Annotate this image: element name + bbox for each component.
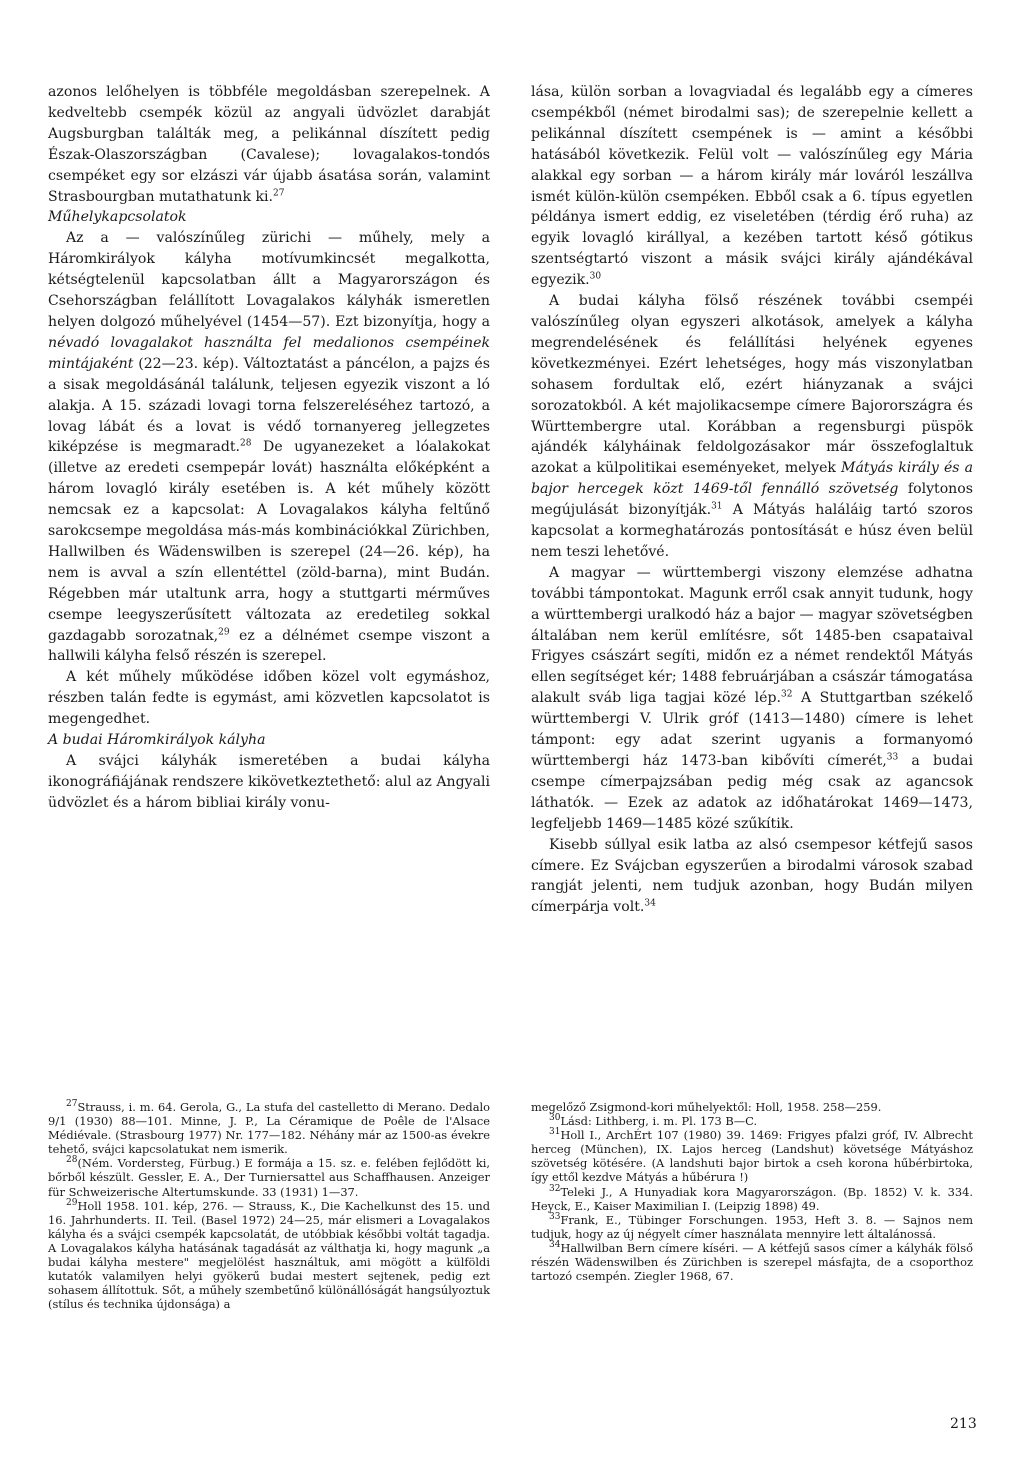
- footnote-number: 27: [66, 1099, 78, 1110]
- footnote-number: 29: [66, 1197, 78, 1208]
- left-column: [48, 82, 490, 814]
- footnote-number: 32: [549, 1183, 561, 1194]
- footnote: $^{32}$Teleki J., A Hunyadiak kora Magyarországon. (Bp. 1852) V. k. 334. Heyck, E., Kaiser Maximilian I. (Leipzig 1898) 49.: [531, 1183, 973, 1213]
- footnote-ref[interactable]: 27: [273, 187, 285, 198]
- footnote-number: 31: [549, 1127, 561, 1138]
- footnote-ref[interactable]: 28: [240, 438, 252, 449]
- section-heading: A budai Háromkirályok kályha: [48, 732, 266, 749]
- paragraph: Az a — valószínűleg zürichi — műhely, mely a Háromkirályok kályha motívumkincsét megalkotta, kétségtelenül kapcsolatban állt a Magyarországon és Csehországban felállított Lovagalakos kályhák ismeretlen helyen dolgozó műhelyével (1454—57). Ezt bizonyítja, hogy a névadó lovagalakot használta fel medalionos csempéinek mintájaként (22—23. kép). Változtatást a páncélon, a pajzs és a sisak megoldásánál találunk, teljesen egyezik viszont a ló alakja. A 15. századi lovagi torna felszereléséhez tartozó, a lovag lábát és a lovat is védő tornanyereg jellegzetes kiképzése is megmaradt.$^{28}$ De ugyanezeket a lóalakokat (illetve az eredeti csempepár lovát) használta előképként a három lovagló király esetében is. A két műhely között nemcsak ez a kapcsolat: A Lovagalakos kályha feltűnő sarokcsempe megoldása más-más kombinációkkal Zürichben, Hallwilben és Wädenswilben is szerepel (24—26. kép), ha nem is avval a szín ellentéttel (zöld-barna), mint Budán. Régebben már utaltunk arra, hogy a stuttgarti mérműves csempe leegyszerűsített változata az eredetileg sokkal gazdagabb sorozatnak,$^{29}$ ez a délnémet csempe viszont a hallwili kályha felső részén is szerepel.: [48, 230, 491, 665]
- page-number: 213: [950, 1416, 977, 1432]
- footnote: $^{29}$Holl 1958. 101. kép, 276. — Strauss, K., Die Kachelkunst des 15. und 16. Jahrhunderts. II. Teil. (Basel 1972) 24—25, már elismeri a Lovagalakos kályha és a svájci csempék kapcsolatát, de utóbbiak későbbi voltát tagadja. A Lovagalakos kályha hatásának tagadását az válthatja ki, hogy magunk „a budai kályha mestere" megjelölést használtuk, ami mögött a külföldi kutatók valamilyen helyi gyökerű budai mestert sejtenek, pedig ezt sohasem állítottuk. Sőt, a műhely szembetűnő különállóságát hangsúlyoztuk (stílus és technika újdonsága) a: [48, 1197, 490, 1312]
- footnote: $^{27}$Strauss, i. m. 64. Gerola, G., La stufa del castelletto di Merano. Dedalo 9/1 (1930) 88—101. Minne, J. P., La Céramique de Poêle de l'Alsace Médiévale. (Strasbourg 1977) Nr. 177—182. Néhány már az 1500-as évekre tehető, svájci kapcsolatukat nem ismerik.: [48, 1099, 490, 1157]
- paragraph: Kisebb súllyal esik latba az alsó csempesor kétfejű sasos címere. Ez Svájcban egyszerűen a birodalmi városok szabad rangját jelenti, nem tudjuk azonban, hogy Budán milyen címerpárja volt.$^{34}$: [531, 836, 973, 916]
- footnotes-left: [48, 1100, 490, 1311]
- footnote-ref[interactable]: 30: [589, 271, 602, 282]
- footnote-number: 33: [549, 1211, 561, 1222]
- footnote: $^{31}$Holl I., ArchÉrt 107 (1980) 39. 1469: Frigyes pfalzi gróf, IV. Albrecht herceg (München), IX. Lajos herceg (Landshut) követsége Mátyáshoz szövetség kötésére. (A landshuti bajor birtok a cseh korona hűbérbirtoka, így ettől kezdve Mátyás a hűbérura !): [531, 1127, 973, 1185]
- footnote-number: 28: [66, 1155, 78, 1166]
- right-column: [531, 82, 973, 918]
- footnote-ref[interactable]: 34: [644, 898, 656, 909]
- footnote: $^{30}$Lásd: Lithberg, i. m. Pl. 173 B—C.: [549, 1113, 758, 1129]
- footnote-ref[interactable]: 32: [781, 689, 793, 700]
- paragraph: A magyar — württembergi viszony elemzése adhatna további támpontokat. Magunk erről csak annyit tudunk, hogy a württembergi uralkodó ház a bajor — magyar szövetségben általában nem kerül említésre, sőt 1485-ben csapataival Frigyes császárt segíti, midőn ez a német rendektől Mátyás ellen segítséget kér; 1488 februárjában a császár támogatása alakult sváb liga tagjai közé lép.$^{32}$ A Stuttgartban székelő württembergi V. Ulrik gróf (1413—1480) címere is lehet támpont: egy adat szerint ugyanis a formanyomó württembergi ház 1473-ban kibővíti címerét,$^{33}$ a budai csempe címerpajzsában pedig még csak az agancsok láthatók. — Ezek az adatok az időhatárokat 1469—1473, legfeljebb 1469—1485 közé szűkítik.: [531, 564, 973, 832]
- footnote-ref[interactable]: 31: [711, 501, 723, 512]
- footnote-continuation: megelőző Zsigmond-kori műhelyektől: Holl, 1958. 258—259.: [531, 1100, 882, 1114]
- footnote: $^{34}$Hallwilban Bern címere kíséri. — A kétfejű sasos címer a kályhák fölső részén Wädenswilben és Zürichben is szerepel másfajta, de a csoporthoz tartozó csempén. Ziegler 1968, 67.: [531, 1240, 973, 1284]
- paragraph: lása, külön sorban a lovagviadal és legalább egy a címeres csempékből (német birodalmi sas); de szerepelnie kellett a pelikánnal díszített csempének is — amint a későbbi hatásából következik. Felül volt — valószínűleg egy Mária alakkal egy sorban — a három király már lováról leszállva ismét külön-külön csempéken. Ebből csak a 6. típus egyetlen példánya ismert eddig, ez viseletében (térdig érő ruha) az egyik lovagló királlyal, a kezében tartott késő gótikus szentségtartó viszont a másik svájci király ajándékával egyezik.$^{30}$: [531, 84, 973, 289]
- paragraph: A budai kályha fölső részének további csempéi valószínűleg olyan egyszeri alkotások, amelyek a kályha megrendelésének és felállítási helyének egyenes következményei. Ezért lehetséges, hogy más viszonylatban sohasem fordultak elő, ezért hiányzanak a svájci sorozatokból. A két majolikacsempe címere Bajorországra és Württembergre utal. Korábban a regensburgi püspök ajándék kályháinak feldolgozásakor már összefoglaltuk azokat a külpolitikai eseményeket, melyek Mátyás király és a bajor hercegek közt 1469-től fennálló szövetség folytonos megújulását bizonyítják.$^{31}$ A Mátyás haláláig tartó szoros kapcsolat a kormeghatározás pontosítását e húsz éven belül nem teszi lehetővé.: [531, 293, 973, 560]
- paragraph: A svájci kályhák ismeretében a budai kályha ikonográfiájának rendszere kikövetkeztethető: alul az Angyali üdvözlet és a három bibliai király vonu-: [48, 753, 490, 811]
- footnotes-right: [531, 1100, 973, 1283]
- footnote-ref[interactable]: 29: [218, 626, 230, 637]
- footnote: $^{28}$(Ném. Vordersteg, Fürbug.) E formája a 15. sz. e. felében fejlődött ki, bőrből készült. Gessler, E. A., Der Turniersattel aus Schaffhausen. Anzeiger für Schweizerische Altertumskunde. 33 (1931) 1—37.: [48, 1155, 490, 1199]
- paragraph: azonos lelőhelyen is többféle megoldásban szerepelnek. A kedveltebb csempék közül az angyali üdvözlet darabját Augsburgban találták meg, a pelikánnal díszített pedig Észak-Olaszországban (Cavalese); lovagalakos-tondós csempéket egy sor elzászi vár újabb ásatása során, valamint Strasbourgban mutathatunk ki.$^{27}$: [48, 84, 490, 205]
- footnote-number: 30: [549, 1113, 561, 1124]
- paragraph: A két műhely működése időben közel volt egymáshoz, részben talán fedte is egymást, ami közvetlen kapcsolatot is megengedhet.: [48, 669, 490, 728]
- footnote-number: 34: [549, 1240, 561, 1251]
- footnote: $^{33}$Frank, E., Tübinger Forschungen. 1953, Heft 3. 8. — Sajnos nem tudjuk, hogy az új négyelt címer használata mennyire lett általánossá.: [531, 1211, 973, 1241]
- footnote-ref[interactable]: 33: [886, 752, 899, 763]
- section-heading: Műhelykapcsolatok: [48, 209, 187, 226]
